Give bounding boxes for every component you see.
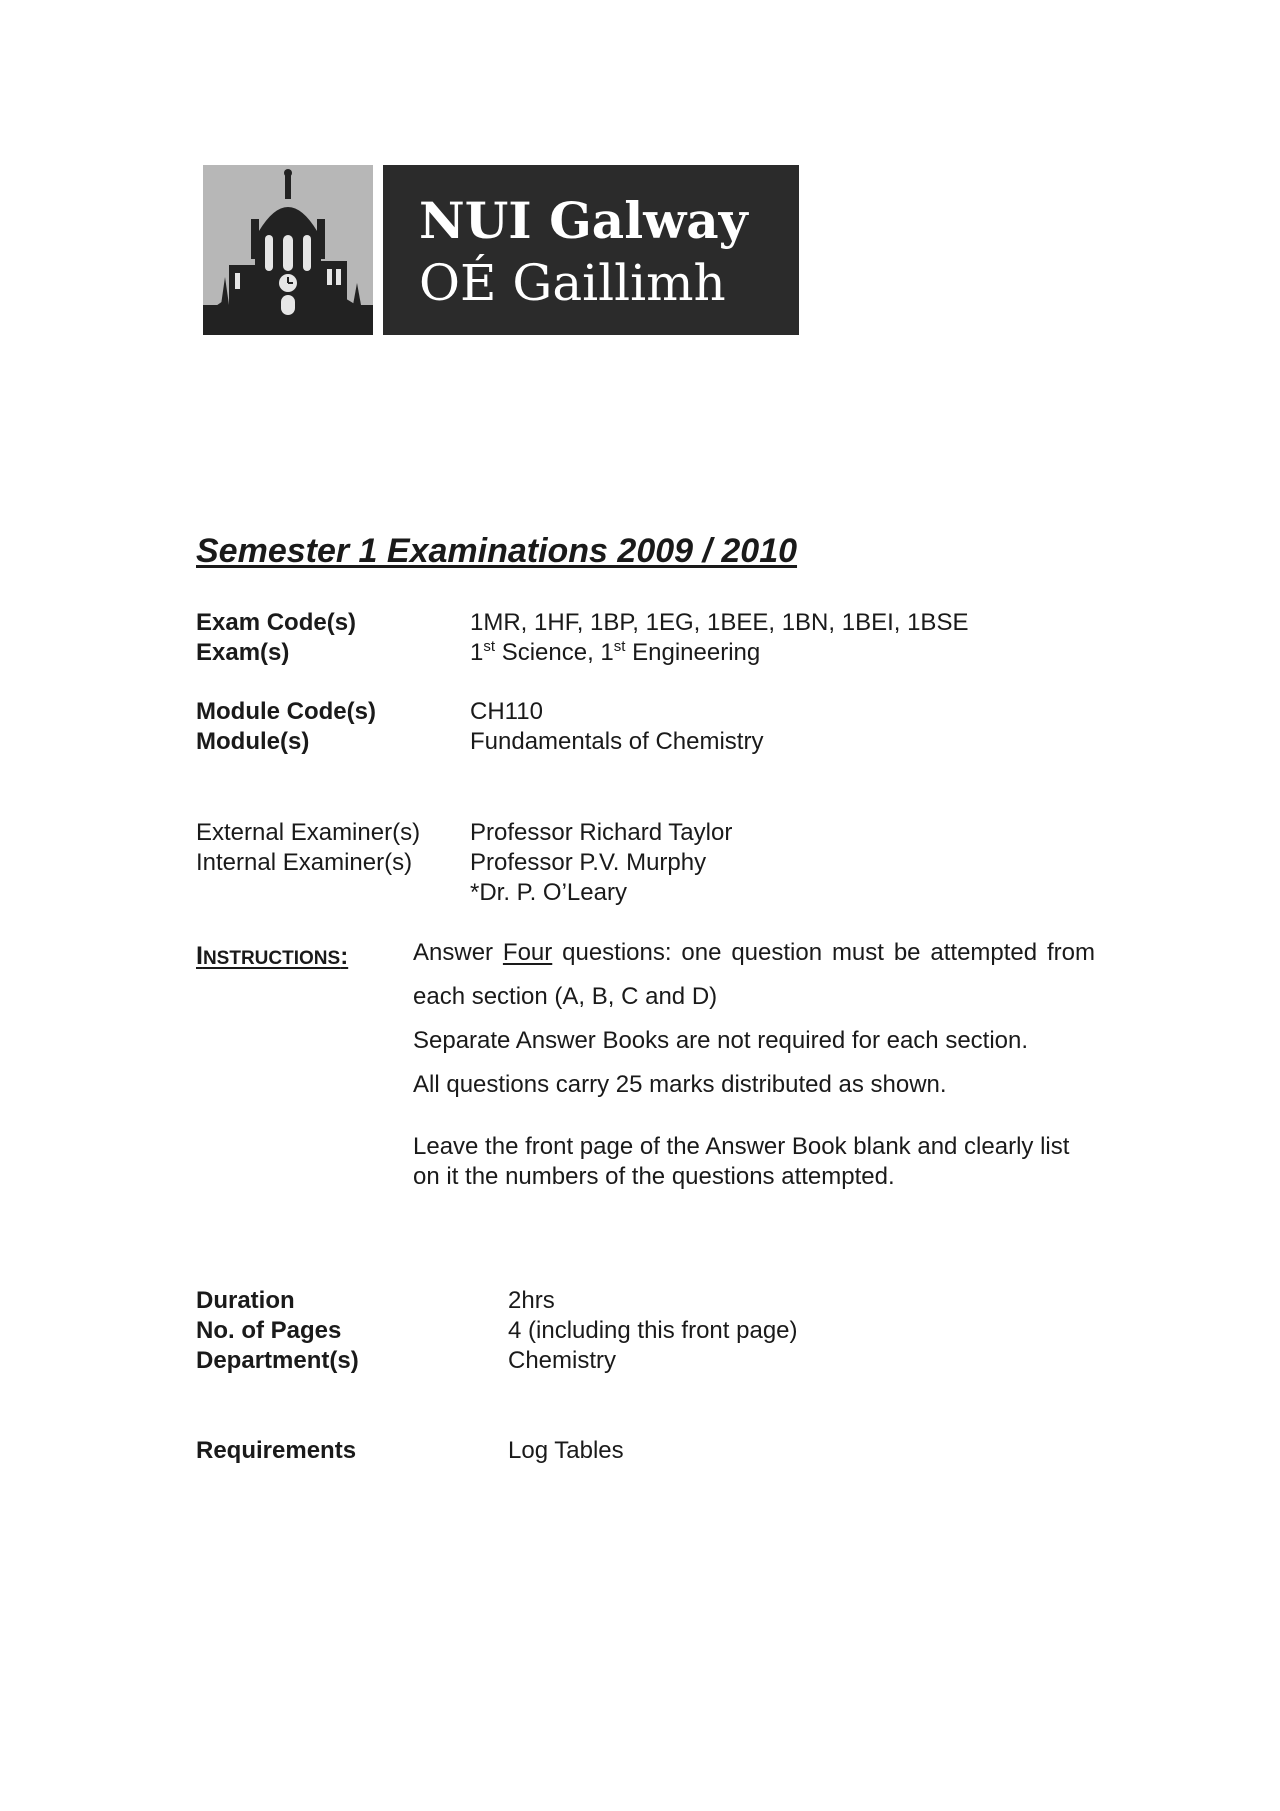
university-tower-emblem-icon [203,165,373,335]
departments-label: Department(s) [196,1347,359,1374]
exams-label: Exam(s) [196,639,290,666]
modules-value: Fundamentals of Chemistry [470,728,764,755]
exams-subject-2: Engineering [625,639,761,666]
instruction-answer-four [413,931,1095,1019]
duration-label: Duration [196,1287,295,1314]
module-codes-value: CH110 [470,698,543,725]
departments-value: Chemistry [508,1347,617,1374]
instruction-answer-count: Four [502,939,553,966]
requirements-value: Log Tables [508,1437,624,1464]
exams-ordinal-2-number: 1 [600,639,614,666]
exam-codes-value: 1MR, 1HF, 1BP, 1EG, 1BEE, 1BN, 1BEI, 1BSE [470,609,969,636]
modules-label: Module(s) [196,728,310,755]
instructions-label-colon: : [340,943,349,970]
requirements-label: Requirements [196,1437,357,1464]
logo-wordmark [383,165,799,335]
exams-ordinal-1-number: 1 [470,639,484,666]
instruction-answer-books: Separate Answer Books are not required for each section. [413,1027,1029,1054]
module-codes-label: Module Code(s) [196,698,376,725]
page-title: Semester 1 Examinations 2009 / 2010 [196,532,798,570]
instruction-marks: All questions carry 25 marks distributed as shown. [413,1071,947,1098]
duration-value: 2hrs [508,1287,555,1314]
internal-examiner-1: Professor P.V. Murphy [470,849,707,876]
exam-codes-label: Exam Code(s) [196,609,357,636]
external-examiners-label: External Examiner(s) [196,819,421,846]
instructions-label-rest: NSTRUCTIONS [202,948,341,969]
instructions-label [196,941,348,974]
instructions-label-initial: I [196,942,203,970]
exams-ordinal-1-suffix: st [483,638,496,655]
internal-examiners-label: Internal Examiner(s) [196,849,413,876]
exams-value [470,638,760,668]
logo-name-irish: OÉ Gaillimh [419,254,726,312]
pages-label: No. of Pages [196,1317,342,1344]
instruction-answer-prefix: Answer [413,939,503,966]
exams-ordinal-2-suffix: st [613,638,626,655]
internal-examiner-2: *Dr. P. O’Leary [470,879,627,906]
instruction-answer-rest: questions: one question must be attempted from each section (A, B, C and D) [413,939,1095,1010]
logo-name-english: NUI Galway [419,191,748,250]
instruction-front-page: Leave the front page of the Answer Book blank and clearly list on it the numbers of the questions attempted. [413,1133,1070,1190]
external-examiners-value: Professor Richard Taylor [470,819,733,846]
exams-subject-1: Science, [495,639,601,666]
nui-galway-logo [203,165,799,335]
pages-value: 4 (including this front page) [508,1317,798,1344]
